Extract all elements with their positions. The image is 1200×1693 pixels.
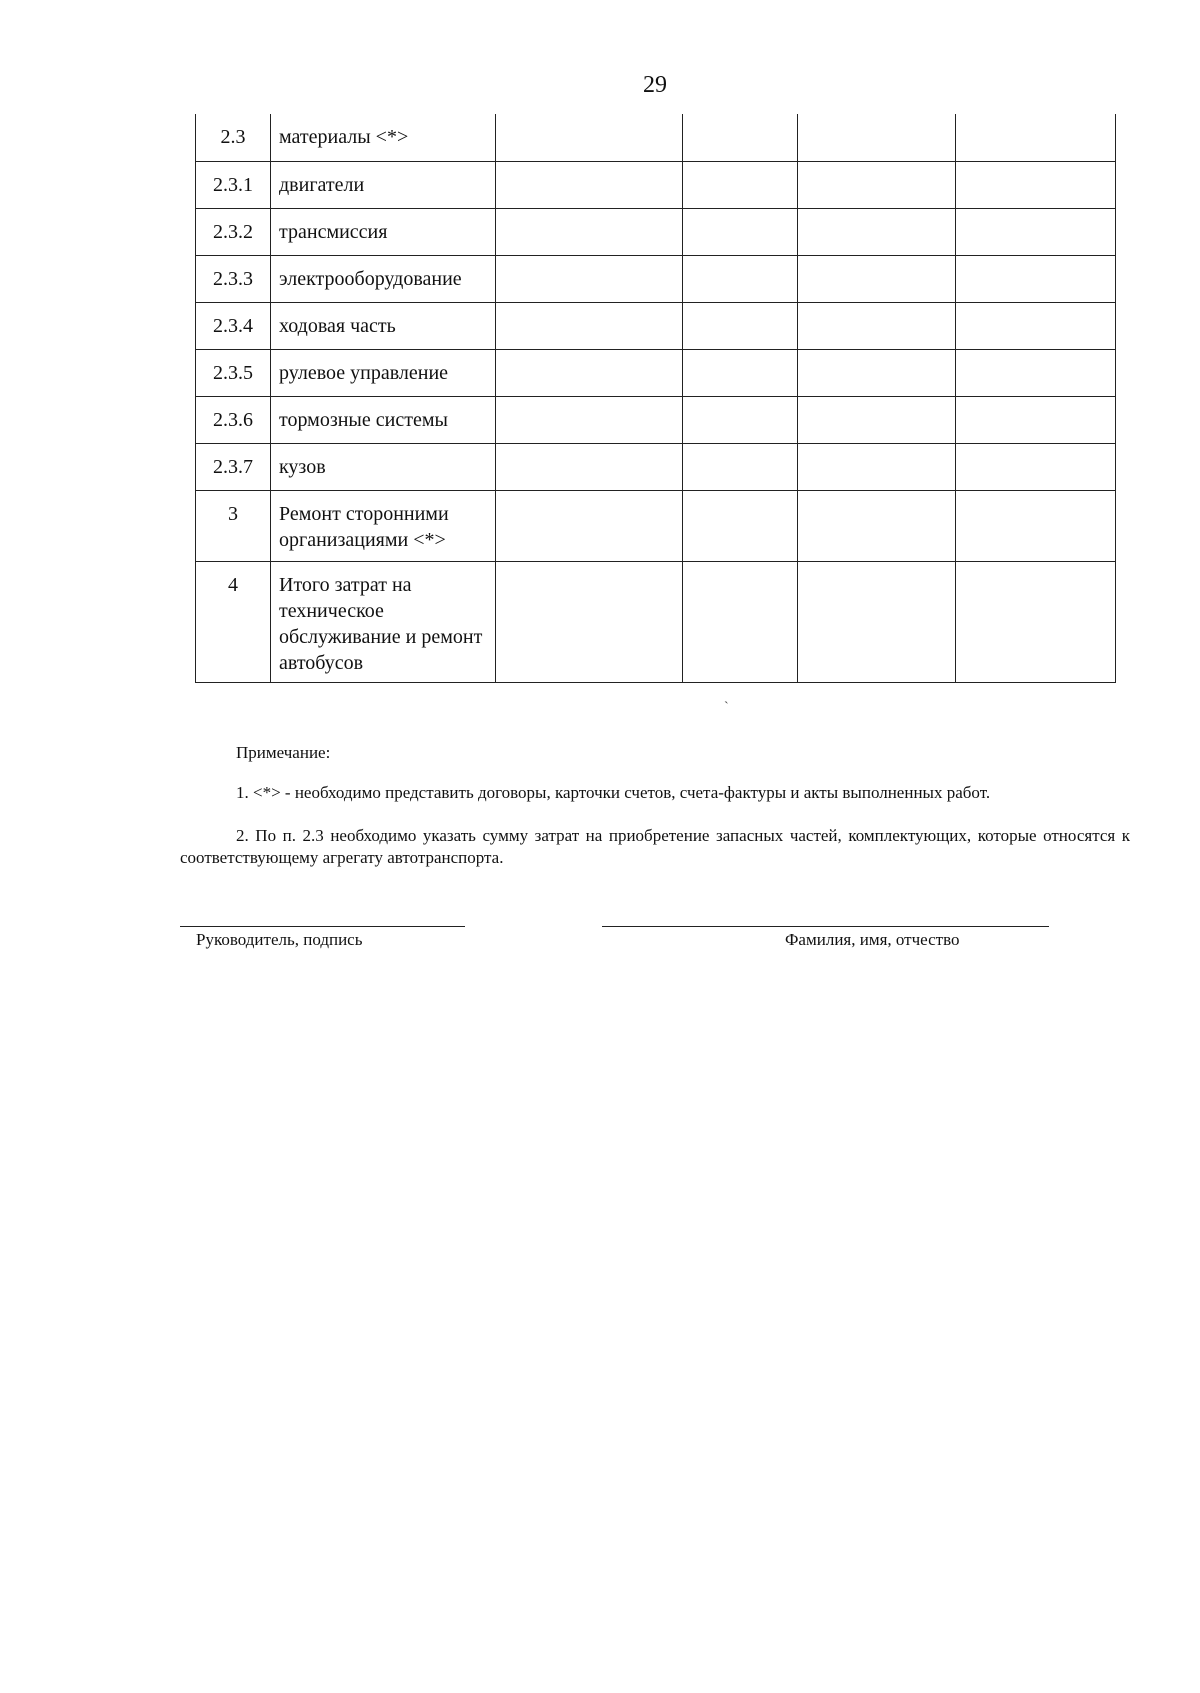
empty-cell [683,349,798,396]
row-name: двигатели [271,161,496,208]
empty-cell [956,396,1116,443]
empty-cell [798,114,956,161]
notes-heading: Примечание: [236,743,331,762]
row-number: 2.3 [196,114,271,161]
empty-cell [798,561,956,682]
table-row [196,396,1116,443]
empty-cell [496,561,683,682]
row-number: 3 [196,490,271,561]
empty-cell [956,443,1116,490]
empty-cell [683,443,798,490]
empty-cell [683,255,798,302]
empty-cell [798,161,956,208]
row-name: Итого затрат на техническое обслуживание и ремонт автобусов [271,561,496,682]
empty-cell [798,302,956,349]
row-name: трансмиссия [271,208,496,255]
empty-cell [798,396,956,443]
empty-cell [496,443,683,490]
table-row [196,561,1116,682]
row-name: ходовая часть [271,302,496,349]
row-number: 2.3.4 [196,302,271,349]
empty-cell [683,161,798,208]
empty-cell [683,114,798,161]
row-name: кузов [271,443,496,490]
empty-cell [683,396,798,443]
signature-line-left [180,926,465,927]
empty-cell [496,208,683,255]
table-row [196,161,1116,208]
row-number: 2.3.6 [196,396,271,443]
note-item: 2. По п. 2.3 необходимо указать сумму затрат на приобретение запасных частей, комплектующих, которые относятся к соответствующему агрегату автотранспорта. [180,826,1130,867]
row-number: 2.3.5 [196,349,271,396]
row-number: 4 [196,561,271,682]
table-row [196,443,1116,490]
notes-section [180,742,1130,890]
table-row [196,490,1116,561]
empty-cell [496,255,683,302]
empty-cell [956,255,1116,302]
empty-cell [496,114,683,161]
table-row [196,255,1116,302]
row-name: материалы <*> [271,114,496,161]
empty-cell [956,561,1116,682]
table-row [196,208,1116,255]
empty-cell [683,302,798,349]
row-number: 2.3.3 [196,255,271,302]
empty-cell [956,161,1116,208]
empty-cell [683,561,798,682]
empty-cell [956,114,1116,161]
empty-cell [956,302,1116,349]
row-number: 2.3.1 [196,161,271,208]
empty-cell [683,490,798,561]
row-number: 2.3.7 [196,443,271,490]
empty-cell [956,349,1116,396]
scan-speck: ˋ [724,700,729,715]
row-name: тормозные системы [271,396,496,443]
row-name: рулевое управление [271,349,496,396]
empty-cell [956,490,1116,561]
empty-cell [798,490,956,561]
note-item: 1. <*> - необходимо представить договоры, карточки счетов, счета-фактуры и акты выполненных работ. [236,783,991,802]
empty-cell [798,443,956,490]
row-number: 2.3.2 [196,208,271,255]
empty-cell [798,208,956,255]
empty-cell [956,208,1116,255]
signature-caption-manager: Руководитель, подпись [196,930,363,949]
empty-cell [683,208,798,255]
empty-cell [496,349,683,396]
row-name: электрооборудование [271,255,496,302]
signature-line-right [602,926,1049,927]
table-row [196,114,1116,161]
empty-cell [798,349,956,396]
row-name: Ремонт сторонними организациями <*> [271,490,496,561]
cost-table [195,114,1116,683]
table-row [196,349,1116,396]
empty-cell [496,302,683,349]
page-number: 29 [643,72,667,98]
empty-cell [496,161,683,208]
empty-cell [496,396,683,443]
signature-caption-fullname: Фамилия, имя, отчество [785,930,960,949]
table-row [196,302,1116,349]
empty-cell [496,490,683,561]
empty-cell [798,255,956,302]
